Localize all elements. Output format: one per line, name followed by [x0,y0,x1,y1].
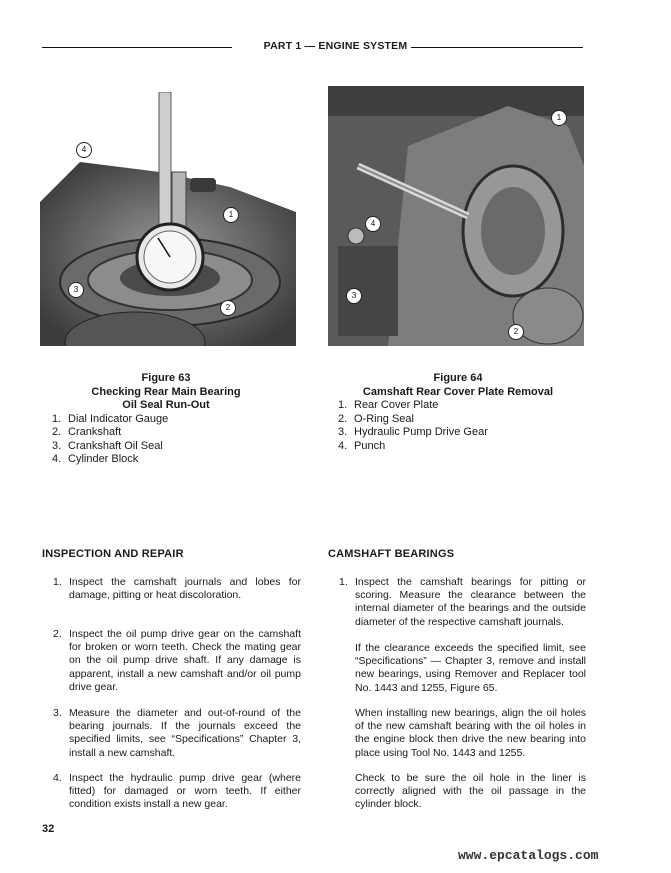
camshaft-step-1: 1. Inspect the camshaft bearings for pitting or scoring. Measure the clearance between the internal diameter of the bearings and the outside diameter of the respective camshaft journals. [339,576,586,628]
inspection-step-3: 3. Measure the diameter and out-of-round of the bearing journals. If the journals exceed the specified limits, see “Specifications” Chapter 3, install a new camshaft. [53,707,301,759]
watermark: www.epcatalogs.com [458,848,599,863]
legend-item: 2. O-Ring Seal [338,412,414,425]
figure-63-title-line1: Checking Rear Main Bearing [91,385,241,398]
inspection-step-2: 2. Inspect the oil pump drive gear on the camshaft for broken or worn teeth. Check the mating gear on the oil pump drive shaft. If any damage is apparent, install a new camshaft and/or oil pump drive gear. [53,628,301,693]
legend-item: 3. Crankshaft Oil Seal [52,439,163,452]
figure-64-legend [338,399,578,453]
inspection-step-4: 4. Inspect the hydraulic pump drive gear (where fitted) for damaged or worn teeth. If either condition exists install a new gear. [53,772,301,811]
legend-item: 1. Dial Indicator Gauge [52,412,169,425]
legend-item: 3. Hydraulic Pump Drive Gear [338,426,488,438]
figure-64-title: Camshaft Rear Cover Plate Removal [362,385,554,398]
figure-63-callout-2: 2 [220,300,236,316]
legend-item: 2. Crankshaft [52,426,122,438]
camshaft-paragraph-3: When installing new bearings, align the oil holes of the new camshaft bearing with the oil holes in the engine block then drive the new bearing into place using Tool No. 1443 and 1255. [355,707,586,759]
figure-64-illustration [328,86,584,346]
figure-64-number: Figure 64 [433,372,483,384]
page-header [0,40,671,52]
inspection-heading: INSPECTION AND REPAIR [42,548,184,560]
figure-63-number: Figure 63 [141,372,191,384]
figure-63-callout-3: 3 [68,282,84,298]
figure-63-illustration [40,92,296,346]
figure-63-legend [52,413,290,467]
camshaft-paragraph-4: Check to be sure the oil hole in the liner is correctly aligned with the oil passage in the cylinder block. [355,772,586,811]
figure-63-callout-4: 4 [76,142,92,158]
figure-63-photo [40,92,296,346]
figure-64-callout-1: 1 [551,110,567,126]
figure-63-callout-1: 1 [223,207,239,223]
figure-64-callout-3: 3 [346,288,362,304]
header-title: PART 1 — ENGINE SYSTEM [260,40,412,52]
page-number: 32 [42,823,55,835]
inspection-step-1: 1. Inspect the camshaft journals and lobes for damage, pitting or heat discoloration. [53,576,301,602]
figure-63-caption [52,372,290,467]
legend-item: 4. Cylinder Block [52,453,139,465]
figure-64-caption [338,372,578,453]
camshaft-heading: CAMSHAFT BEARINGS [328,548,455,560]
figure-64-callout-4: 4 [365,216,381,232]
figure-63-title-line2: Oil Seal Run-Out [122,399,210,411]
legend-item: 4. Punch [338,439,386,452]
camshaft-paragraph-2: If the clearance exceeds the specified limit, see “Specifications” — Chapter 3, remove and install new bearings, using Remover and Replacer tool No. 1443 and 1255, Figure 65. [355,642,586,694]
legend-item: 1. Rear Cover Plate [338,399,439,411]
figure-64-photo [328,86,584,346]
figure-64-callout-2: 2 [508,324,524,340]
